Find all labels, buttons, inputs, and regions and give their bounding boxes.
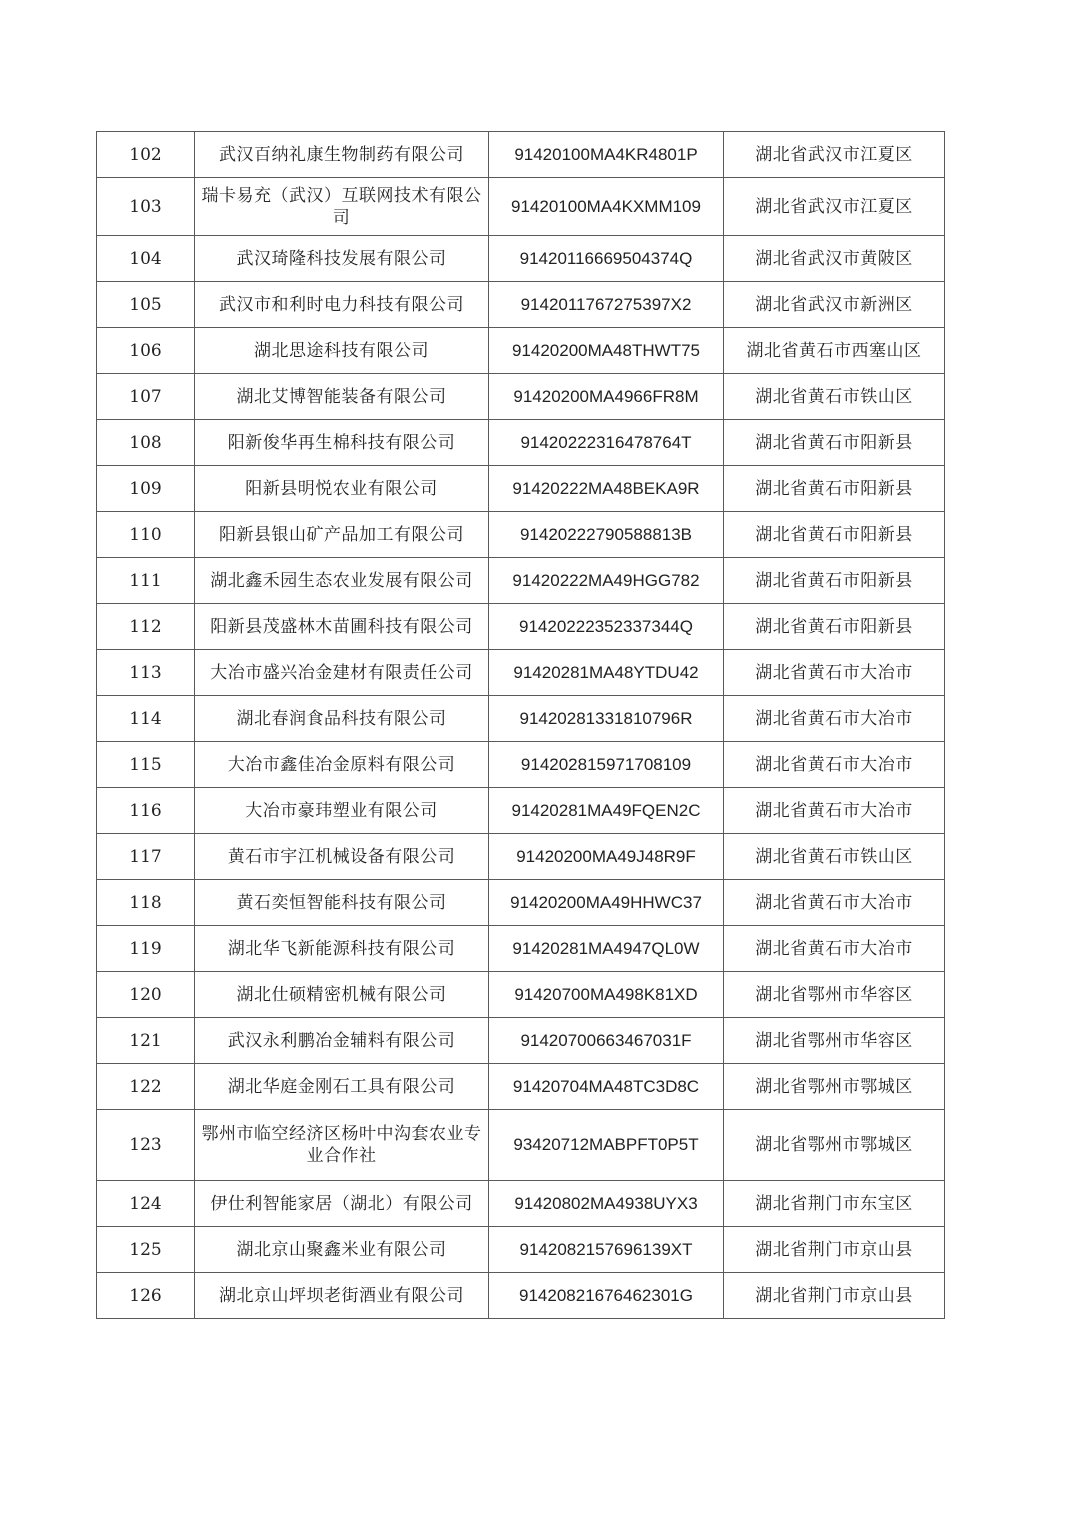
table-row <box>97 742 945 788</box>
region: 湖北省黄石市铁山区 <box>724 374 945 420</box>
region: 湖北省黄石市大冶市 <box>724 696 945 742</box>
row-index: 115 <box>97 742 195 788</box>
region: 湖北省鄂州市鄂城区 <box>724 1064 945 1110</box>
company-name: 湖北华飞新能源科技有限公司 <box>195 926 489 972</box>
company-name: 武汉琦隆科技发展有限公司 <box>195 236 489 282</box>
region: 湖北省黄石市阳新县 <box>724 512 945 558</box>
region: 湖北省黄石市大冶市 <box>724 650 945 696</box>
table-row <box>97 132 945 178</box>
table-row <box>97 512 945 558</box>
row-index: 118 <box>97 880 195 926</box>
credit-code: 914202815971708109 <box>489 742 724 788</box>
row-index: 111 <box>97 558 195 604</box>
region: 湖北省黄石市西塞山区 <box>724 328 945 374</box>
row-index: 105 <box>97 282 195 328</box>
credit-code: 91420222316478764T <box>489 420 724 466</box>
region: 湖北省荆门市东宝区 <box>724 1181 945 1227</box>
enterprise-table <box>96 131 945 1319</box>
region: 湖北省黄石市阳新县 <box>724 558 945 604</box>
credit-code: 91420704MA48TC3D8C <box>489 1064 724 1110</box>
row-index: 122 <box>97 1064 195 1110</box>
row-index: 107 <box>97 374 195 420</box>
region: 湖北省武汉市江夏区 <box>724 178 945 236</box>
table-row <box>97 972 945 1018</box>
region: 湖北省黄石市阳新县 <box>724 466 945 512</box>
credit-code: 91420200MA48THWT75 <box>489 328 724 374</box>
region: 湖北省武汉市江夏区 <box>724 132 945 178</box>
region: 湖北省鄂州市华容区 <box>724 1018 945 1064</box>
row-index: 119 <box>97 926 195 972</box>
company-name: 黄石奕恒智能科技有限公司 <box>195 880 489 926</box>
table-row <box>97 1018 945 1064</box>
row-index: 120 <box>97 972 195 1018</box>
region: 湖北省鄂州市华容区 <box>724 972 945 1018</box>
region: 湖北省黄石市阳新县 <box>724 420 945 466</box>
region: 湖北省荆门市京山县 <box>724 1273 945 1319</box>
company-name: 湖北春润食品科技有限公司 <box>195 696 489 742</box>
row-index: 117 <box>97 834 195 880</box>
credit-code: 91420222MA48BEKA9R <box>489 466 724 512</box>
company-name: 武汉市和利时电力科技有限公司 <box>195 282 489 328</box>
credit-code: 91420100MA4KR4801P <box>489 132 724 178</box>
credit-code: 91420200MA49J48R9F <box>489 834 724 880</box>
credit-code: 9142011767275397X2 <box>489 282 724 328</box>
region: 湖北省鄂州市鄂城区 <box>724 1110 945 1181</box>
table-row <box>97 466 945 512</box>
table-row <box>97 1181 945 1227</box>
region: 湖北省武汉市黄陂区 <box>724 236 945 282</box>
region: 湖北省黄石市大冶市 <box>724 742 945 788</box>
table-row <box>97 926 945 972</box>
credit-code: 91420222352337344Q <box>489 604 724 650</box>
company-name: 湖北艾博智能装备有限公司 <box>195 374 489 420</box>
credit-code: 91420700MA498K81XD <box>489 972 724 1018</box>
company-name: 大冶市盛兴冶金建材有限责任公司 <box>195 650 489 696</box>
row-index: 102 <box>97 132 195 178</box>
region: 湖北省黄石市大冶市 <box>724 880 945 926</box>
credit-code: 91420281MA4947QL0W <box>489 926 724 972</box>
company-name: 大冶市鑫佳冶金原料有限公司 <box>195 742 489 788</box>
row-index: 121 <box>97 1018 195 1064</box>
company-name: 武汉百纳礼康生物制药有限公司 <box>195 132 489 178</box>
row-index: 112 <box>97 604 195 650</box>
company-name: 湖北仕硕精密机械有限公司 <box>195 972 489 1018</box>
row-index: 108 <box>97 420 195 466</box>
company-name: 阳新县明悦农业有限公司 <box>195 466 489 512</box>
row-index: 123 <box>97 1110 195 1181</box>
region: 湖北省黄石市大冶市 <box>724 926 945 972</box>
company-name: 湖北京山坪坝老街酒业有限公司 <box>195 1273 489 1319</box>
credit-code: 9142082157696139XT <box>489 1227 724 1273</box>
row-index: 109 <box>97 466 195 512</box>
table-row <box>97 604 945 650</box>
credit-code: 91420281MA48YTDU42 <box>489 650 724 696</box>
row-index: 106 <box>97 328 195 374</box>
company-name: 大冶市豪玮塑业有限公司 <box>195 788 489 834</box>
company-name: 阳新县茂盛林木苗圃科技有限公司 <box>195 604 489 650</box>
table-row <box>97 880 945 926</box>
row-index: 110 <box>97 512 195 558</box>
row-index: 104 <box>97 236 195 282</box>
credit-code: 91420802MA4938UYX3 <box>489 1181 724 1227</box>
table-row <box>97 374 945 420</box>
table-row <box>97 558 945 604</box>
company-name: 湖北京山聚鑫米业有限公司 <box>195 1227 489 1273</box>
company-name: 武汉永利鹏冶金辅料有限公司 <box>195 1018 489 1064</box>
row-index: 125 <box>97 1227 195 1273</box>
company-name: 湖北思途科技有限公司 <box>195 328 489 374</box>
table-row <box>97 788 945 834</box>
credit-code: 91420116669504374Q <box>489 236 724 282</box>
row-index: 114 <box>97 696 195 742</box>
region: 湖北省武汉市新洲区 <box>724 282 945 328</box>
table-row <box>97 1227 945 1273</box>
table-row <box>97 328 945 374</box>
row-index: 126 <box>97 1273 195 1319</box>
table-row <box>97 696 945 742</box>
row-index: 113 <box>97 650 195 696</box>
table-row <box>97 178 945 236</box>
table-row <box>97 282 945 328</box>
region: 湖北省黄石市铁山区 <box>724 834 945 880</box>
company-name: 阳新俊华再生棉科技有限公司 <box>195 420 489 466</box>
company-name: 黄石市宇江机械设备有限公司 <box>195 834 489 880</box>
credit-code: 91420281MA49FQEN2C <box>489 788 724 834</box>
table-row <box>97 1064 945 1110</box>
credit-code: 91420100MA4KXMM109 <box>489 178 724 236</box>
region: 湖北省黄石市大冶市 <box>724 788 945 834</box>
credit-code: 91420200MA4966FR8M <box>489 374 724 420</box>
row-index: 103 <box>97 178 195 236</box>
credit-code: 91420821676462301G <box>489 1273 724 1319</box>
credit-code: 91420281331810796R <box>489 696 724 742</box>
region: 湖北省黄石市阳新县 <box>724 604 945 650</box>
company-name: 伊仕利智能家居（湖北）有限公司 <box>195 1181 489 1227</box>
table-row <box>97 236 945 282</box>
credit-code: 91420222790588813B <box>489 512 724 558</box>
table-row <box>97 650 945 696</box>
table-row <box>97 834 945 880</box>
credit-code: 91420222MA49HGG782 <box>489 558 724 604</box>
credit-code: 93420712MABPFT0P5T <box>489 1110 724 1181</box>
company-name: 鄂州市临空经济区杨叶中沟套农业专业合作社 <box>195 1110 489 1181</box>
credit-code: 91420200MA49HHWC37 <box>489 880 724 926</box>
company-name: 湖北鑫禾园生态农业发展有限公司 <box>195 558 489 604</box>
table-row <box>97 1110 945 1181</box>
company-name: 湖北华庭金刚石工具有限公司 <box>195 1064 489 1110</box>
region: 湖北省荆门市京山县 <box>724 1227 945 1273</box>
company-name: 瑞卡易充（武汉）互联网技术有限公司 <box>195 178 489 236</box>
row-index: 116 <box>97 788 195 834</box>
table-row <box>97 420 945 466</box>
row-index: 124 <box>97 1181 195 1227</box>
credit-code: 91420700663467031F <box>489 1018 724 1064</box>
table-row <box>97 1273 945 1319</box>
company-name: 阳新县银山矿产品加工有限公司 <box>195 512 489 558</box>
